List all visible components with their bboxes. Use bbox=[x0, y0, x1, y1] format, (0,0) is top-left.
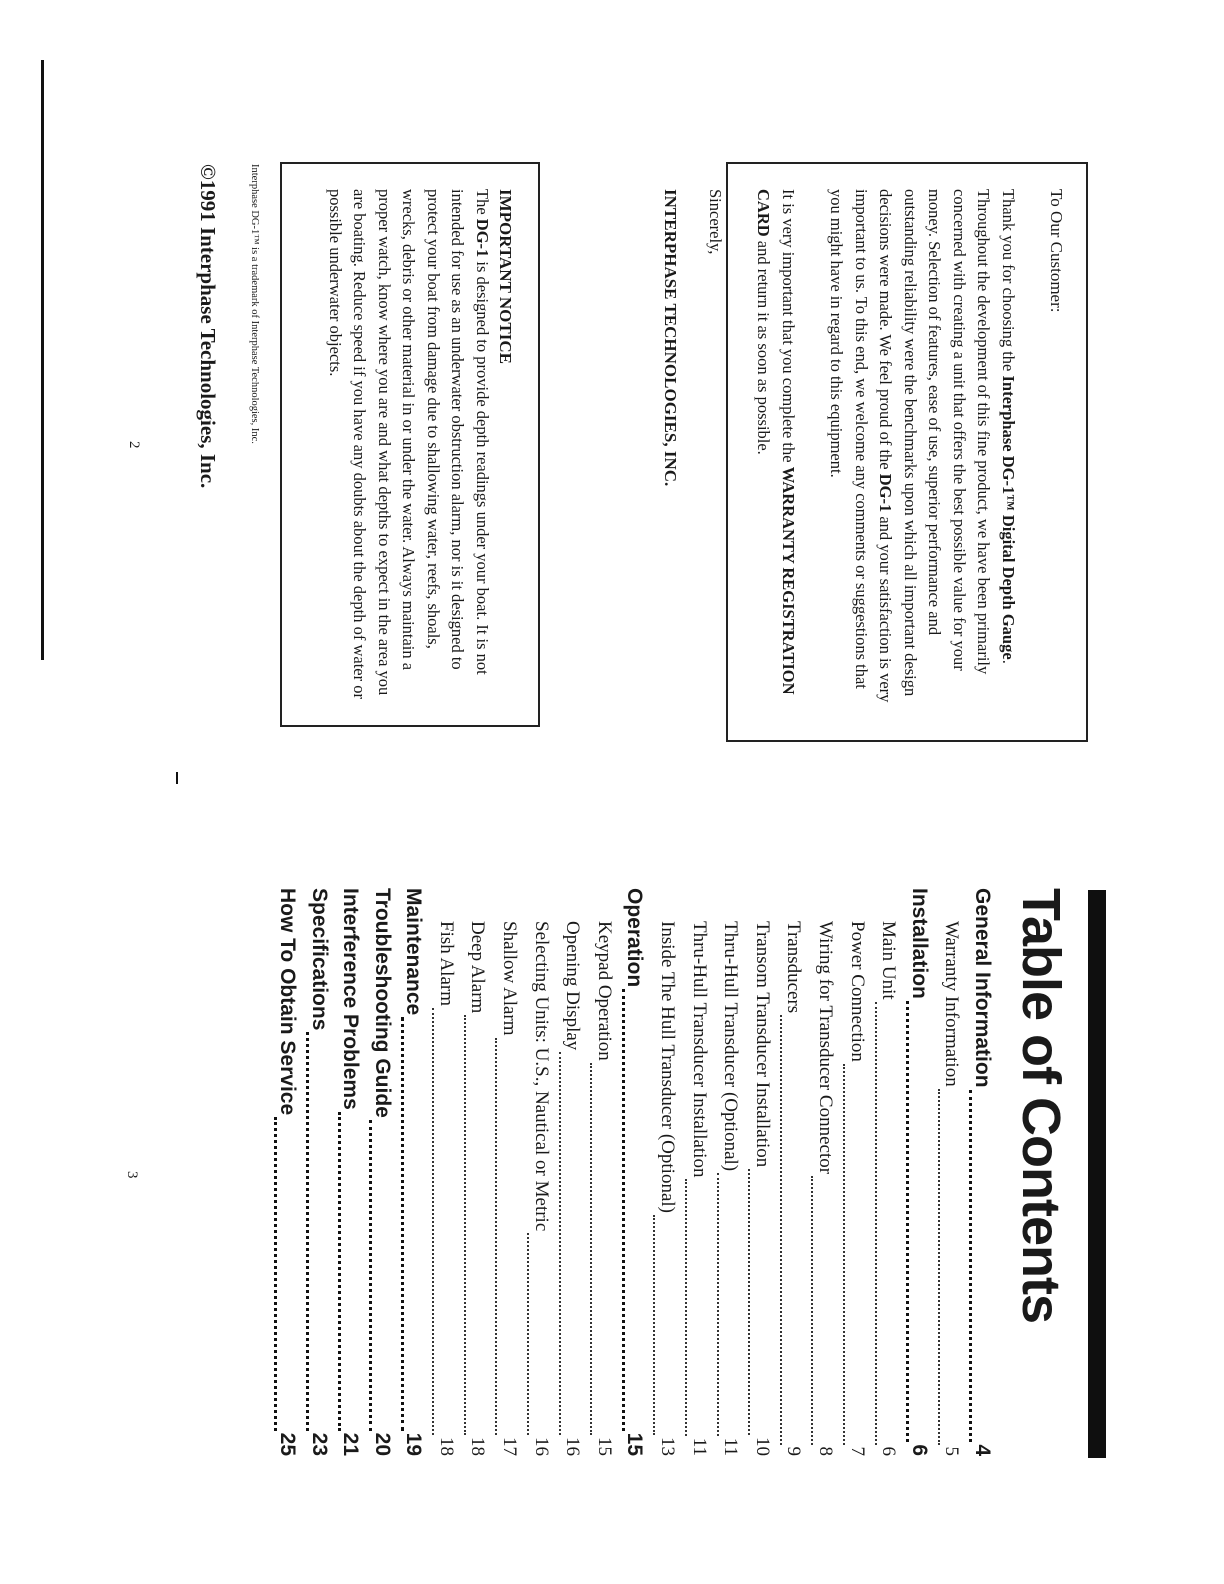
toc-entry-label: Keypad Operation bbox=[593, 921, 615, 1061]
toc-entry-page: 15 bbox=[623, 1432, 647, 1456]
toc-section-entry bbox=[615, 888, 647, 1456]
toc-entry-page: 19 bbox=[402, 1432, 426, 1456]
toc-entry-label: Shallow Alarm bbox=[499, 921, 521, 1036]
toc-entry-label: Deep Alarm bbox=[467, 921, 489, 1014]
toc-entry-page: 8 bbox=[815, 1446, 837, 1456]
toc-subsection-entry bbox=[741, 888, 773, 1456]
toc-entry-page: 13 bbox=[657, 1437, 679, 1456]
page-number-right: 3 bbox=[124, 1171, 140, 1179]
text-run: is designed to provide depth readings under your boat. It is not intended for use as an underwater obstruction alarm, nor is it designed to protect your boat from damage due to shallowing water, reefs, shoals, wrecks, debris or other material in or under the water. Always maintain a proper watch, know where you are and what depths to expect in the area you are boating. Reduce speed if you have any doubts about the depth of water or possible underwater objects. bbox=[326, 189, 492, 699]
toc-dot-leader bbox=[496, 1038, 499, 1435]
text-run: and your satisfaction is very important to us. To this end, we welcome any comments or suggestions that you might have in regard to this equipment. bbox=[827, 189, 896, 703]
toc-entry-label: Opening Display bbox=[562, 921, 584, 1051]
toc-subsection-entry bbox=[836, 888, 868, 1456]
toc-entry-page: 9 bbox=[783, 1446, 805, 1456]
toc-entry-page: 21 bbox=[339, 1432, 363, 1456]
toc-dot-leader bbox=[938, 1089, 941, 1445]
toc-entry-page: 15 bbox=[593, 1437, 615, 1456]
notice-body bbox=[323, 189, 495, 701]
toc-entry-label: Fish Alarm bbox=[435, 921, 457, 1006]
bold-text-run: Interphase DG-1™ Digital Depth Gauge bbox=[999, 375, 1018, 660]
toc-entry-page: 10 bbox=[751, 1437, 773, 1456]
toc-dot-leader bbox=[338, 1112, 342, 1431]
toc-dot-leader bbox=[875, 1002, 878, 1445]
toc-dot-leader bbox=[969, 1090, 973, 1443]
toc-dot-leader bbox=[622, 989, 626, 1430]
toc-entry-page: 18 bbox=[467, 1437, 489, 1456]
toc-entry-label: Wiring for Transducer Connector bbox=[815, 921, 837, 1175]
toc-subsection-entry bbox=[425, 888, 457, 1456]
toc-dot-leader bbox=[401, 1017, 405, 1430]
toc-subsection-entry bbox=[773, 888, 805, 1456]
notice-title: IMPORTANT NOTICE bbox=[496, 189, 515, 364]
toc-section-entry bbox=[394, 888, 426, 1456]
toc-dot-leader bbox=[685, 1179, 688, 1435]
text-run: . Throughout the development of this fine product, we have been primarily concerned with creating a unit that offers the best possible value for your money. Selection of features, ease of use, superior performance and outstanding reliability were the benchmarks upon which all important design decisions were made. We feel proud of the bbox=[876, 189, 1018, 697]
toc-subsection-entry bbox=[552, 888, 584, 1456]
toc-entry-label: Inside The Hull Transducer (Optional) bbox=[657, 921, 679, 1213]
toc-dot-leader bbox=[369, 1120, 373, 1431]
toc-subsection-entry bbox=[646, 888, 678, 1456]
toc-entry-page: 4 bbox=[971, 1444, 994, 1456]
important-notice bbox=[323, 189, 517, 701]
toc-title: Table of Contents bbox=[1011, 888, 1071, 1323]
toc-dot-leader bbox=[432, 1008, 435, 1435]
toc-subsection-entry bbox=[489, 888, 521, 1456]
toc-entry-page: 7 bbox=[846, 1446, 868, 1456]
toc-entry-label: Specifications bbox=[307, 888, 331, 1031]
scan-edge-line bbox=[41, 60, 44, 660]
toc-dot-leader bbox=[717, 1173, 720, 1436]
toc-section-entry bbox=[331, 888, 363, 1456]
toc-entry-label: Transducers bbox=[783, 921, 805, 1014]
scan-mark bbox=[177, 772, 179, 784]
toc-entry-label: Transom Transducer Installation bbox=[751, 921, 773, 1168]
toc-entry-page: 6 bbox=[878, 1446, 900, 1456]
toc-dot-leader bbox=[464, 1015, 467, 1435]
toc-dot-leader bbox=[653, 1215, 656, 1435]
text-run: and return it as soon as possible. bbox=[754, 236, 774, 455]
letter-paragraph-1 bbox=[824, 189, 1020, 716]
toc-entry-page: 5 bbox=[941, 1446, 963, 1456]
toc-entry-label: Selecting Units: U.S., Nautical or Metric bbox=[530, 921, 552, 1232]
toc-entry-page: 18 bbox=[435, 1437, 457, 1456]
toc-header-bar bbox=[1088, 890, 1106, 1458]
bold-text-run: DG-1 bbox=[876, 473, 896, 513]
toc-dot-leader bbox=[843, 1064, 846, 1445]
letter-company-signature: INTERPHASE TECHNOLOGIES, INC. bbox=[661, 189, 681, 487]
toc-section-entry bbox=[267, 888, 299, 1456]
toc-dot-leader bbox=[306, 1032, 310, 1430]
toc-entry-page: 23 bbox=[307, 1432, 331, 1456]
toc-entry-page: 16 bbox=[562, 1437, 584, 1456]
text-run: It is very important that you complete the bbox=[779, 189, 798, 467]
toc-entry-label: Power Connection bbox=[846, 921, 868, 1062]
toc-entry-label: Operation bbox=[623, 888, 647, 988]
toc-subsection-entry bbox=[710, 888, 742, 1456]
copyright-line: ©1991 Interphase Technologies, Inc. bbox=[196, 164, 220, 489]
toc-dot-leader bbox=[527, 1233, 530, 1435]
toc-entry-label: Main Unit bbox=[878, 921, 900, 1000]
toc-entry-label: Thru-Hull Transducer Installation bbox=[688, 921, 710, 1178]
toc-subsection-entry bbox=[520, 888, 552, 1456]
toc-subsection-entry bbox=[583, 888, 615, 1456]
toc-entry-page: 16 bbox=[530, 1437, 552, 1456]
bold-text-run: WARRANTY REGISTRATION CARD bbox=[754, 189, 798, 695]
toc-dot-leader bbox=[780, 1015, 783, 1444]
toc-subsection-entry bbox=[457, 888, 489, 1456]
letter-paragraph-2 bbox=[751, 189, 800, 716]
toc-entry-label: How To Obtain Service bbox=[275, 888, 299, 1116]
customer-letter-box bbox=[661, 162, 1088, 742]
toc-entry-label: Maintenance bbox=[402, 888, 426, 1016]
toc-subsection-entry bbox=[868, 888, 900, 1456]
toc-subsection-entry bbox=[931, 888, 963, 1456]
toc-entry-label: Troubleshooting Guide bbox=[370, 888, 394, 1118]
toc-entry-page: 6 bbox=[907, 1444, 931, 1456]
text-run: The bbox=[473, 189, 492, 219]
toc-entry-label: Installation bbox=[907, 888, 931, 999]
toc-dot-leader bbox=[590, 1063, 593, 1435]
toc-subsection-entry bbox=[804, 888, 836, 1456]
toc-dot-leader bbox=[748, 1169, 751, 1435]
toc-section-entry bbox=[362, 888, 394, 1456]
toc-subsection-entry bbox=[678, 888, 710, 1456]
trademark-notice: Interphase DG-1™ is a trademark of Interphase Technologies, Inc. bbox=[249, 164, 260, 444]
toc-entry-label: Interference Problems bbox=[339, 888, 363, 1110]
toc-entry-label: General Information bbox=[971, 888, 994, 1088]
toc-entry-page: 25 bbox=[275, 1432, 299, 1456]
toc-entry-page: 11 bbox=[688, 1437, 710, 1456]
toc-entry-page: 17 bbox=[499, 1437, 521, 1456]
toc-entry-page: 20 bbox=[370, 1432, 394, 1456]
letter-salutation: To Our Customer: bbox=[1047, 189, 1066, 313]
letter-closing: Sincerely, bbox=[706, 189, 725, 255]
toc-list bbox=[267, 888, 994, 1456]
toc-dot-leader bbox=[906, 1001, 910, 1442]
toc-section-entry bbox=[299, 888, 331, 1456]
toc-section-entry bbox=[899, 888, 931, 1456]
toc-dot-leader bbox=[559, 1052, 562, 1435]
customer-letter bbox=[661, 189, 1067, 716]
bold-text-run: DG-1 bbox=[473, 218, 492, 258]
text-run: Thank you for choosing the bbox=[999, 189, 1018, 376]
important-notice-box bbox=[280, 162, 540, 727]
toc-dot-leader bbox=[274, 1117, 278, 1430]
toc-dot-leader bbox=[811, 1176, 814, 1444]
toc-entry-label: Thru-Hull Transducer (Optional) bbox=[720, 921, 742, 1172]
toc-entry-label: Warranty Information bbox=[941, 921, 963, 1087]
page-number-left: 2 bbox=[126, 441, 142, 449]
toc-section-entry bbox=[962, 888, 994, 1456]
toc-entry-page: 11 bbox=[720, 1437, 742, 1456]
